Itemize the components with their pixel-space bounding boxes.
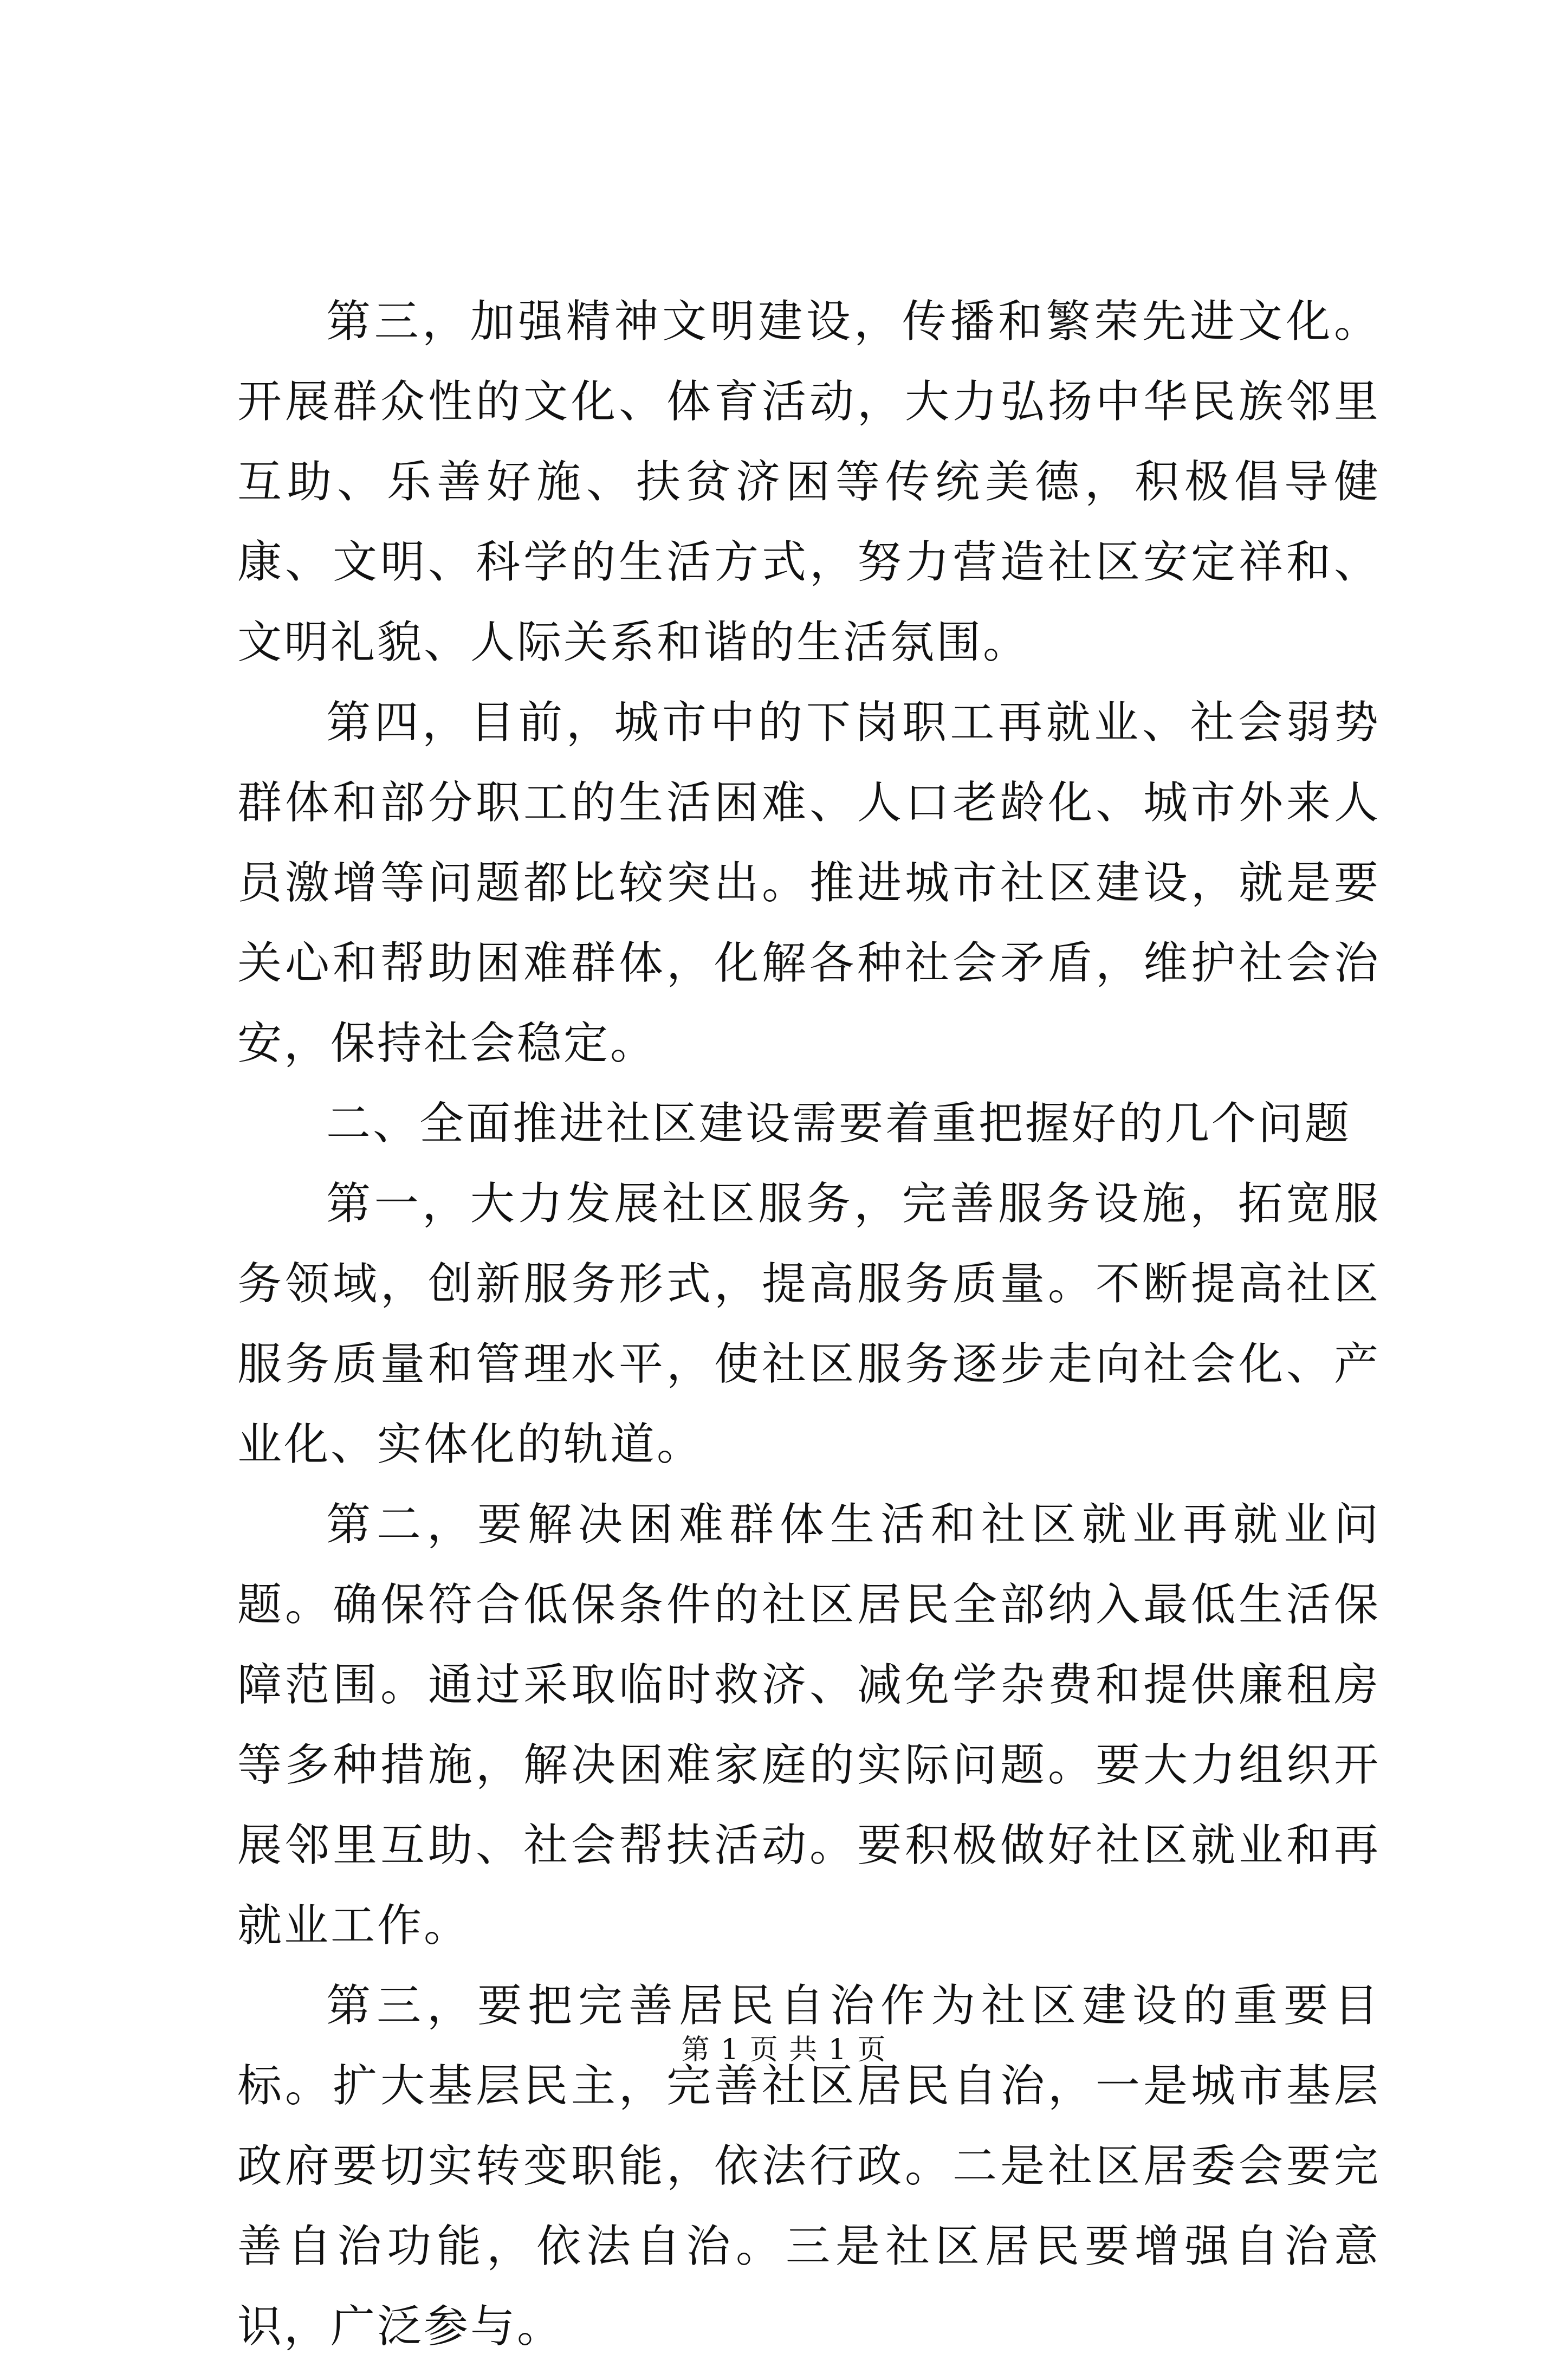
section-heading: 二、全面推进社区建设需要着重把握好的几个问题 xyxy=(326,1098,1352,1149)
paragraph-employment: 第二，要解决困难群体生活和社区就业再就业问题。确保符合低保条件的社区居民全部纳入最低生活保障范围。通过采取临时救济、减免学杂费和提供廉租房等多种措施，解决困难家庭的实际问题。要大力组织开展邻里互助、社会帮扶活动。要积极做好社区就业和再就业工作。 xyxy=(237,1499,1381,1951)
paragraph-spiritual-civilization: 第三，加强精神文明建设，传播和繁荣先进文化。开展群众性的文化、体育活动，大力弘扬中华民族邻里互助、乐善好施、扶贫济困等传统美德，积极倡导健康、文明、科学的生活方式，努力营造社区安定祥和、文明礼貌、人际关系和谐的生活氛围。 xyxy=(237,296,1381,668)
paragraph-community-services: 第一，大力发展社区服务，完善服务设施，拓宽服务领域，创新服务形式，提高服务质量。不断提高社区服务质量和管理水平，使社区服务逐步走向社会化、产业化、实体化的轨道。 xyxy=(237,1178,1381,1470)
page-footer: 第 1 页 共 1 页 xyxy=(681,2034,887,2066)
paragraph-difficult-groups: 第四，目前，城市中的下岗职工再就业、社会弱势群体和部分职工的生活困难、人口老龄化、城市外来人员激增等问题都比较突出。推进城市社区建设，就是要关心和帮助困难群体，化解各种社会矛盾，维护社会治安，保持社会稳定。 xyxy=(237,697,1381,1069)
paragraph-resident-autonomy: 第三，要把完善居民自治作为社区建设的重要目标。扩大基层民主，完善社区居民自治，一是城市基层政府要切实转变职能，依法行政。二是社区居委会要完善自治功能，依法自治。三是社区居民要增强自治意识，广泛参与。 xyxy=(237,1980,1381,2352)
